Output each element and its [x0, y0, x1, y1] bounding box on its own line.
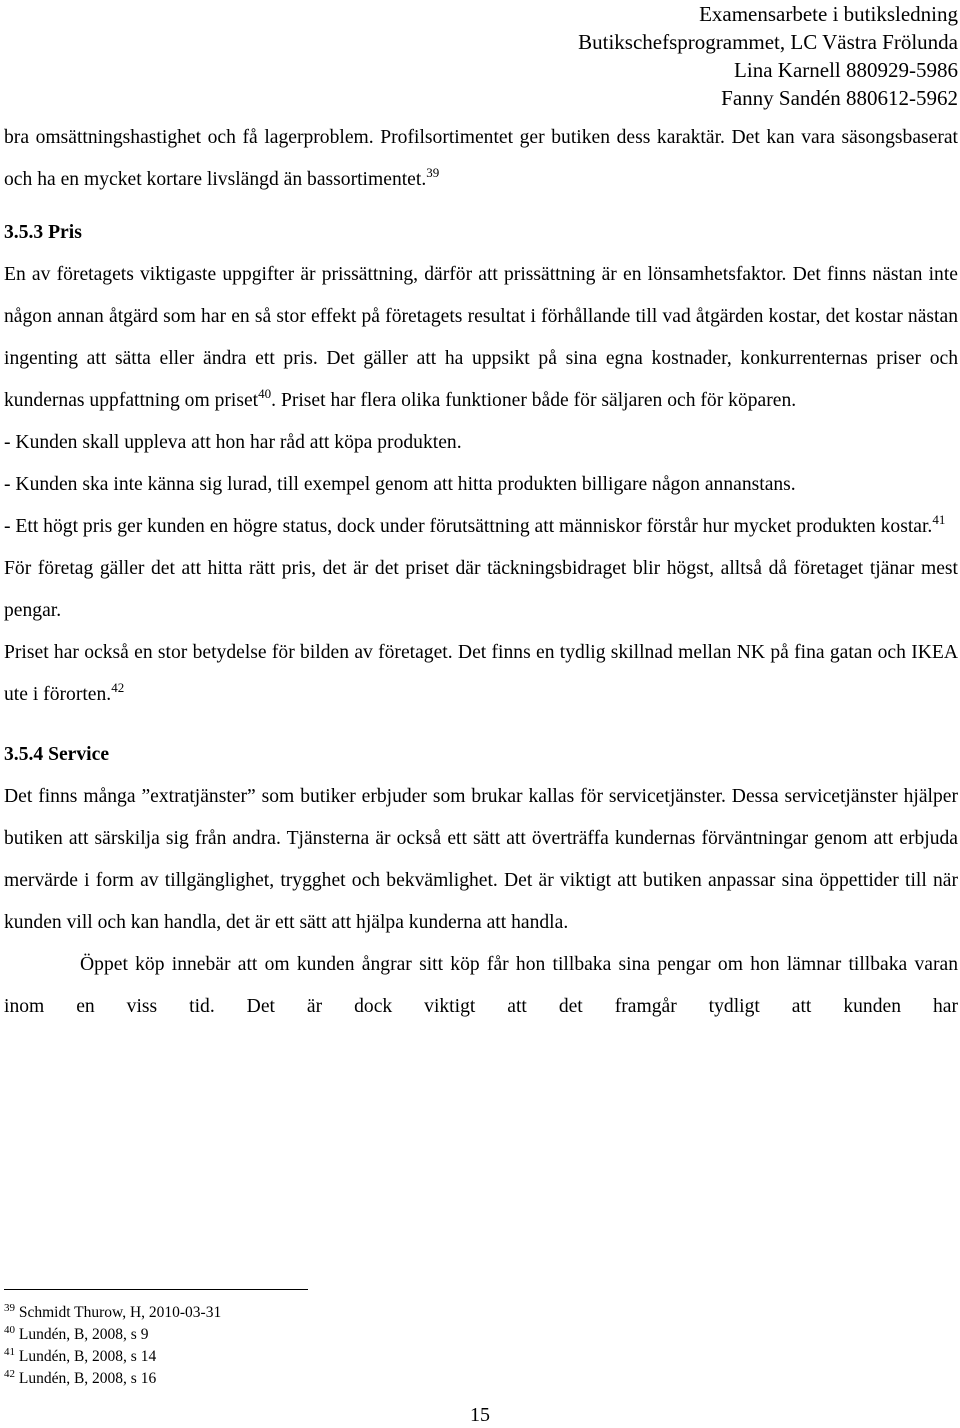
page-header — [578, 0, 958, 112]
footnote — [4, 1302, 221, 1324]
footnote-ref: 40 — [258, 386, 272, 401]
footnote-separator — [4, 1289, 308, 1290]
footnote-number: 42 — [4, 1368, 15, 1380]
footnote — [4, 1346, 221, 1368]
footnote-text: Lundén, B, 2008, s 14 — [18, 1348, 157, 1365]
main-content — [4, 117, 958, 1028]
footnote — [4, 1368, 221, 1390]
paragraph-text: - Ett högt pris ger kunden en högre status, dock under förutsättning att människor förstår hur mycket produkten kostar. — [4, 516, 933, 537]
header-author-2: Fanny Sandén 880612-5962 — [721, 86, 958, 110]
footnote-ref: 39 — [426, 165, 440, 180]
paragraph-text: . Priset har flera olika funktioner både för säljaren och för köparen. — [271, 390, 797, 411]
paragraph-pricing — [4, 254, 958, 422]
header-program: Butikschefsprogrammet, LC Västra Frölunda — [578, 30, 958, 54]
bullet-not-cheated: - Kunden ska inte känna sig lurad, till exempel genom att hitta produkten billigare någon annanstans. — [4, 474, 796, 495]
footnote — [4, 1324, 221, 1346]
footnote-number: 40 — [4, 1324, 15, 1336]
section-heading-pris: 3.5.3 Pris — [4, 222, 82, 243]
page-number: 15 — [470, 1404, 490, 1426]
footnotes — [4, 1302, 221, 1390]
bullet-status — [4, 506, 958, 548]
header-course: Examensarbete i butiksledning — [699, 2, 958, 26]
paragraph-price-image — [4, 632, 958, 716]
footnote-number: 41 — [4, 1346, 15, 1358]
paragraph-right-price: För företag gäller det att hitta rätt pris, det är det priset där täckningsbidraget blir högst, alltså då företaget tjänar mest pengar. — [4, 558, 958, 621]
paragraph-service: Det finns många ”extratjänster” som butiker erbjuder som brukar kallas för servicetjänster. Dessa servicetjänster hjälper butiken att särskilja sig från andra. Tjänsterna är också ett sätt att överträffa kundernas förväntningar genom att erbjuda mervärde i form av tillgänglighet, trygghet och bekvämlighet. Det är viktigt att butiken anpassar sina öppettider till när kunden vill och kan handla, det är ett sätt att hjälpa kunderna att handla. — [4, 786, 958, 933]
paragraph-text: En av företagets viktigaste uppgifter är prissättning, därför att prissättning är en lönsamhetsfaktor. Det finns nästan inte någon annan åtgärd som har en så stor effekt på företagets resultat i förhållande till vad åtgärden kostar, det kostar nästan ingenting att sätta eller ändra ett pris. Det gäller att ha uppsikt på sina egna kostnader, konkurrenternas priser och kundernas uppfattning om priset — [4, 264, 958, 411]
bullet-afford: - Kunden skall uppleva att hon har råd att köpa produkten. — [4, 432, 462, 453]
footnote-text: Lundén, B, 2008, s 9 — [18, 1326, 149, 1343]
footnote-text: Lundén, B, 2008, s 16 — [18, 1370, 157, 1387]
footnote-ref: 42 — [111, 680, 125, 695]
footnote-ref: 41 — [932, 512, 946, 527]
paragraph-open-purchase: Öppet köp innebär att om kunden ångrar sitt köp får hon tillbaka sina pengar om hon lämnar tillbaka varan inom en viss tid. Det är dock viktigt att det framgår tydligt att kunden har — [4, 954, 958, 1017]
paragraph-profile-assortment — [4, 117, 958, 201]
footnote-number: 39 — [4, 1302, 15, 1314]
footnote-text: Schmidt Thurow, H, 2010-03-31 — [18, 1304, 222, 1321]
paragraph-text: bra omsättningshastighet och få lagerproblem. Profilsortimentet ger butiken dess karaktär. Det kan vara säsongsbaserat och ha en mycket kortare livslängd än bassortimentet. — [4, 127, 958, 190]
header-author-1: Lina Karnell 880929-5986 — [734, 58, 958, 82]
paragraph-text: Priset har också en stor betydelse för bilden av företaget. Det finns en tydlig skillnad mellan NK på fina gatan och IKEA ute i förorten. — [4, 642, 958, 705]
section-heading-service: 3.5.4 Service — [4, 744, 110, 765]
